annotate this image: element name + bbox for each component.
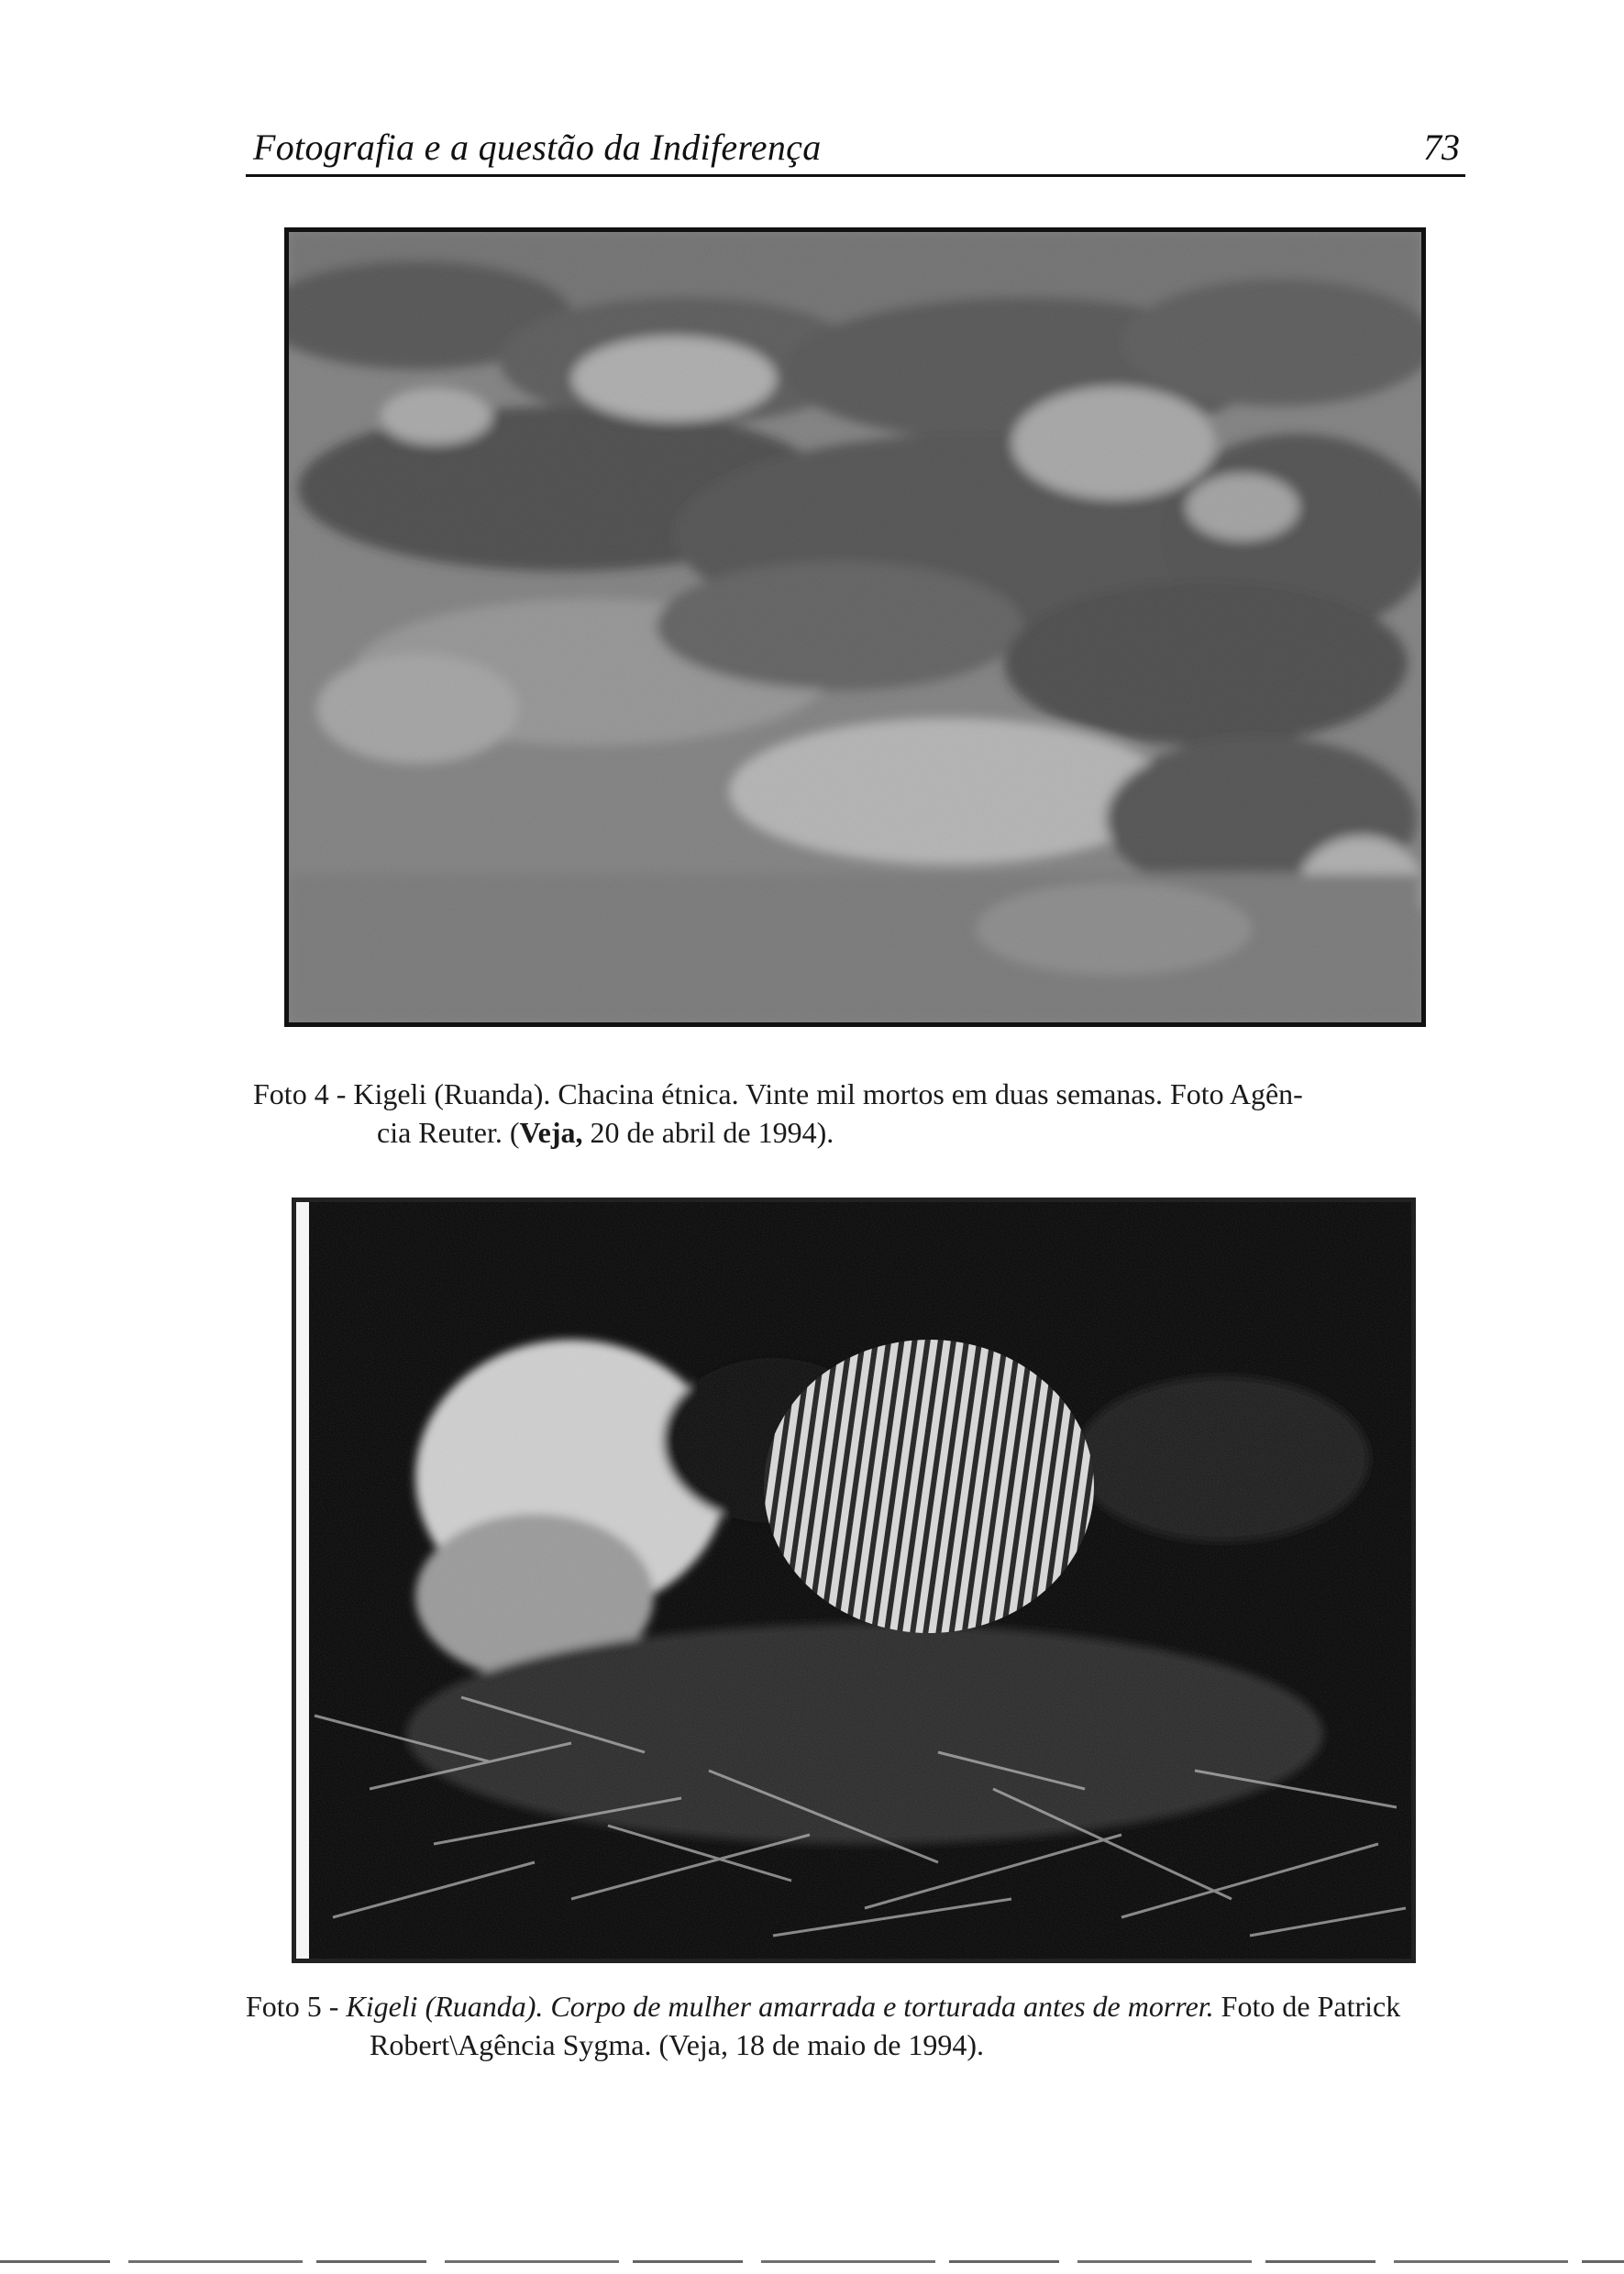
scan-edge-line	[0, 2260, 1624, 2263]
caption-5-description: Kigeli (Ruanda). Corpo de mulher amarrada e torturada antes de morrer.	[346, 1990, 1214, 2023]
photo-5-image	[296, 1202, 1411, 1959]
photo-4	[284, 227, 1426, 1027]
caption-4-date: 20 de abril de 1994).	[582, 1116, 834, 1149]
caption-5-line-2: Robert\Agência Sygma. (Veja, 18 de maio de 1994).	[370, 2028, 985, 2061]
caption-5-line-1	[246, 1987, 1465, 2026]
caption-4-line-1: Foto 4 - Kigeli (Ruanda). Chacina étnica. Vinte mil mortos em duas semanas. Foto Agên-	[253, 1077, 1303, 1110]
caption-photo-5	[246, 1987, 1465, 2064]
photo-4-image	[289, 232, 1421, 1022]
caption-5-label: Foto 5 -	[246, 1990, 347, 2023]
caption-5-credit: Foto de Patrick	[1213, 1990, 1401, 2023]
running-title: Fotografia e a questão da Indiferença	[253, 127, 822, 168]
caption-4-text: cia Reuter. (	[377, 1116, 520, 1149]
photo-5	[292, 1198, 1416, 1963]
caption-photo-4	[253, 1075, 1454, 1152]
page-number: 73	[1423, 127, 1460, 168]
caption-4-line-2	[253, 1113, 1454, 1152]
page-header	[246, 117, 1465, 177]
caption-4-publication: Veja,	[519, 1116, 583, 1149]
